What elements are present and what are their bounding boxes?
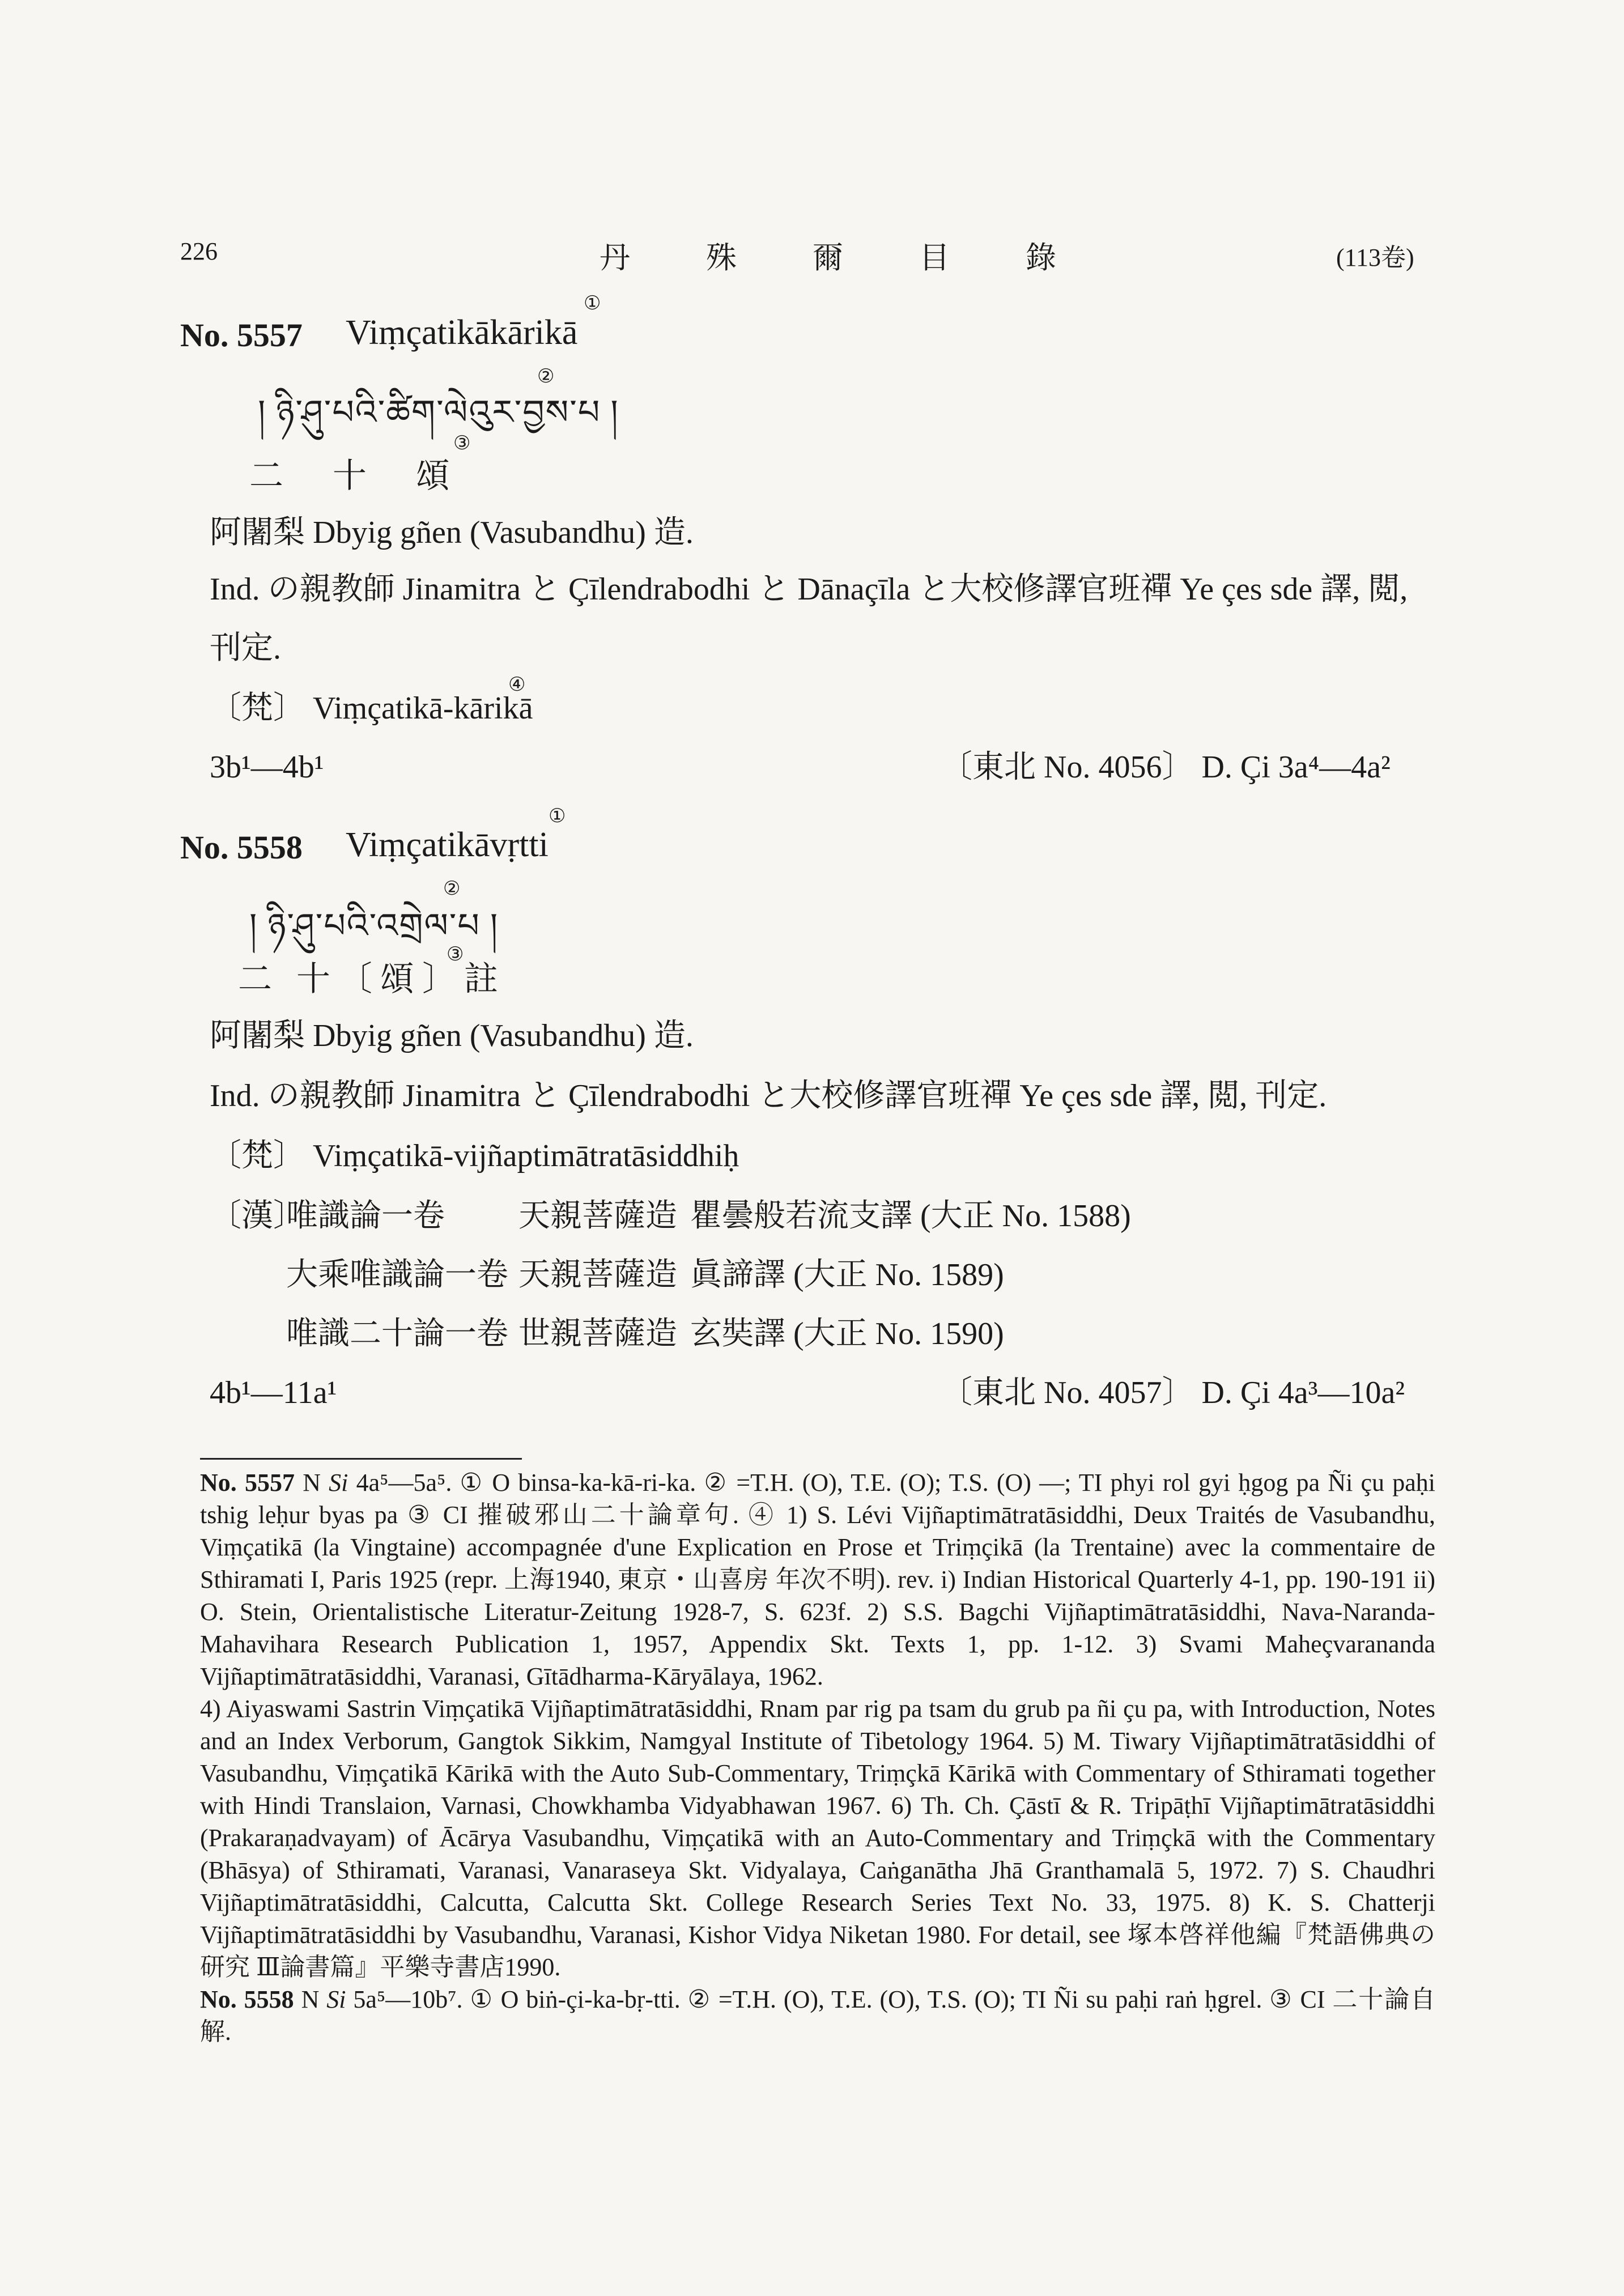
footnote-marker: ③ [453,433,471,454]
han-translator: 瞿曇般若流支譯 (大正 No. 1588) [690,1198,1131,1234]
han-translator: 玄奘譯 (大正 No. 1590) [690,1316,1004,1351]
translation-line: Ind. の親教師 Jinamitra と Çīlendrabodhi と大校修譯官班禪 Ye çes sde 譯, 閲, 刊定. [210,1078,1327,1113]
volume-label: (113卷) [1336,244,1414,271]
han-label: 〔漢〕 [210,1198,305,1234]
tibetan-title: ། ཉི་ཤུ་པའི་ཚིག་ལེའུར་བྱས་པ ། [258,394,619,431]
footnote-marker: ② [537,366,555,387]
han-translator: 眞諦譯 (大正 No. 1589) [690,1257,1004,1292]
chinese-title: 二 十〔頌〕註 [238,960,506,998]
reference: 〔東北 No. 4057〕 D. Çi 4a³—10a² [941,1375,1405,1410]
footnote-marker: ③ [447,944,464,965]
running-title: 丹 殊 爾 目 錄 [600,241,1079,275]
footnote-marker: ① [549,806,566,827]
footnote-marker: ④ [508,674,526,695]
footnote-text: 5a⁵—10b⁷. ① O biṅ-çi-ka-bṛ-tti. ② =T.H. (O), T.E. (O), T.S. (O); TI Ñi su paḥi raṅ ḥgrel. ③ CI 二十論自解. [200,1985,1436,2046]
author-line: 阿闍梨 Dbyig gñen (Vasubandhu) 造. [210,1018,694,1053]
sanskrit-title: 〔梵〕 Viṃçatikā-vijñaptimātratāsiddhiḥ [210,1138,739,1173]
entry-number: No. 5558 [180,829,303,866]
footnote-5557-cont: 4) Aiyaswami Sastrin Viṃçatikā Vijñaptimātratāsiddhi, Rnam par rig pa tsam du grub pa ñi çu pa, with Introduction, Notes and an Index Verborum, Gangtok Sikkim, Namgyal Institute of Tibetology 1964. 5) M. Tiwary Vijñaptimātratāsiddhi of Vasubandhu, Viṃçatikā Kārikā with the Auto Sub-Commentary, Triṃçkā Kārikā with Commentary of Sthiramati together with Hindi Translaion, Varnasi, Chowkhamba Vidyabhawan 1967. 6) Th. Ch. Çāstī & R. Tripāṭhī Vijñaptimātratāsiddhi (Prakaraṇadvayam) of Ācārya Vasubandhu, Viṃçatikā with an Auto-Commentary and Triṃçkā with the Commentary (Bhāsya) of Sthiramati, Varanasi, Vanaraseya Skt. Vidyalaya, Caṅganātha Jhā Granthamalā 5, 1972. 7) S. Chaudhri Vijñaptimātratāsiddhi, Calcutta, Calcutta Skt. College Research Series Text No. 33, 1975. 8) K. S. Chatterji Vijñaptimātratāsiddhi by Vasubandhu, Varanasi, Kishor Vidya Niketan 1980. For detail, see 塚本啓祥他編『梵語佛典の研究 Ⅲ論書篇』平樂寺書店1990. [200,1695,1435,1981]
han-title: 唯識論一卷 [286,1198,445,1234]
footnote-label: No. 5558 [200,1985,294,2013]
footnote-text: N [301,1985,327,2013]
footnotes [200,1466,1435,2048]
han-title: 唯識二十論一卷 [286,1316,508,1351]
folio-range: 4b¹—11a¹ [210,1375,337,1410]
han-title: 大乘唯識論一卷 [286,1257,508,1292]
footnote-text: Si [326,1985,346,2013]
footnote-divider [200,1458,522,1460]
han-author: 天親菩薩造 [518,1257,677,1292]
sanskrit-title: 〔梵〕 Viṃçatikā-kārikā [210,691,533,726]
folio-range: 3b¹—4b¹ [210,750,324,785]
tibetan-title: ། ཉི་ཤུ་པའི་འགྲེལ་པ ། [249,907,499,945]
han-author: 世親菩薩造 [518,1316,677,1351]
footnote-text: N [303,1469,329,1496]
translation-line-cont: 刊定. [210,631,281,666]
footnote-marker: ① [584,293,601,314]
translation-line: Ind. の親教師 Jinamitra と Çīlendrabodhi と Dānaçīla と大校修譯官班禪 Ye çes sde 譯, 閲, [210,572,1408,607]
han-author: 天親菩薩造 [518,1198,677,1234]
entry-title: Viṃçatikāvṛtti [346,826,549,864]
footnote-5558 [200,1983,1435,2048]
chinese-title: 二 十 頌 [249,457,470,495]
footnote-text: 4a⁵—5a⁵. ① O binsa-ka-kā-ri-ka. ② =T.H. (O), T.E. (O); T.S. (O) —; TI phyi rol gyi ḥgog pa Ñi çu paḥi tshig leḥur byas pa ③ CI 摧破邪山二十論章句. ④ 1) S. Lévi Vijñaptimātratāsiddhi, Deux Traités de Vasubandhu, Viṃçatikā (la Vingtaine) accompagnée d'une Explication en Prose et Triṃçikā (la Trentaine) avec la commentaire de Sthiramati I, Paris 1925 (repr. 上海1940, 東京・山喜房 年次不明). rev. i) Indian Historical Quarterly 4-1, pp. 190-191 ii) O. Stein, Orientalistische Literatur-Zeitung 1928-7, S. 623f. 2) S.S. Bagchi Vijñaptimātratāsiddhi, Nava-Naranda-Mahavihara Research Publication 1, 1957, Appendix Skt. Texts 1, pp. 1-12. 3) Svami Maheçvarananda Vijñaptimātratāsiddhi, Varanasi, Gītādharma-Kāryālaya, 1962. [200,1469,1436,1690]
entry-number: No. 5557 [180,317,303,354]
reference: 〔東北 No. 4056〕 D. Çi 3a⁴—4a² [941,750,1391,785]
footnote-marker: ② [443,878,461,899]
page-number: 226 [180,237,218,265]
entry-title: Viṃçatikākārikā [346,313,578,352]
footnote-5557 [200,1466,1435,1693]
author-line: 阿闍梨 Dbyig gñen (Vasubandhu) 造. [210,515,694,550]
footnote-text: Si [329,1469,348,1496]
footnote-label: No. 5557 [200,1469,295,1496]
